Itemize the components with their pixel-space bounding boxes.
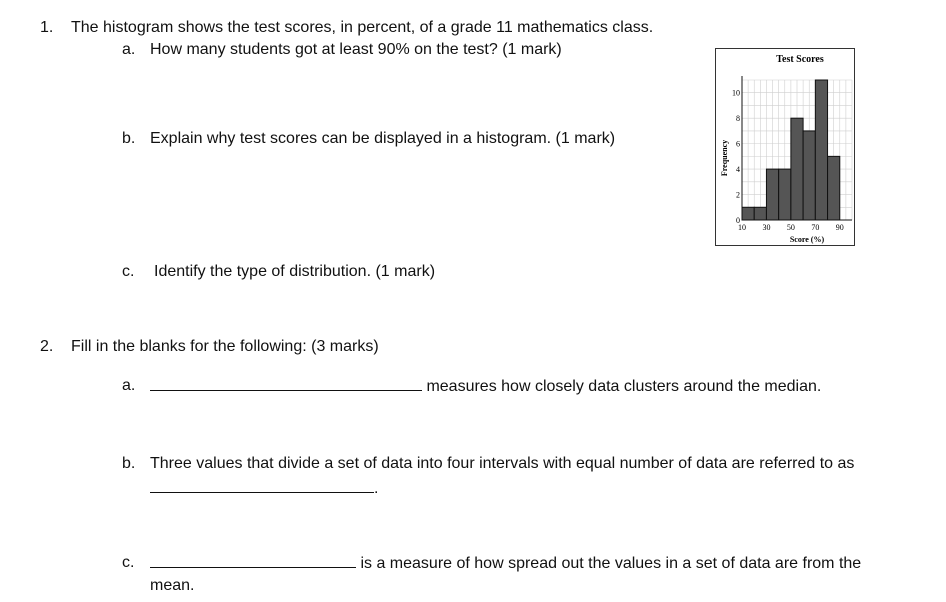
- q2-number: 2.: [40, 338, 54, 355]
- chart-title: Test Scores: [776, 54, 824, 65]
- y-tick-label: 8: [736, 114, 740, 124]
- histogram-bar: [754, 207, 766, 220]
- x-tick-label: 30: [762, 223, 771, 232]
- q1a-label: a.: [122, 41, 136, 58]
- q2a-line: [150, 376, 821, 397]
- q2b-label: b.: [122, 455, 136, 472]
- q2b-text: Three values that divide a set of data into four intervals with equal number of data are referred to as: [150, 455, 855, 472]
- y-tick-label: 10: [732, 88, 740, 98]
- histogram-bar: [815, 80, 827, 220]
- q2c-text2: mean.: [150, 577, 195, 594]
- y-tick-label: 0: [736, 216, 740, 225]
- histogram-bar: [828, 156, 840, 220]
- q1-stem: The histogram shows the test scores, in percent, of a grade 11 mathematics class.: [71, 19, 654, 36]
- histogram-bar: [791, 118, 803, 220]
- q2c-label: c.: [122, 554, 135, 571]
- x-tick-label: 90: [835, 223, 844, 232]
- chart-y-axis-label: Frequency: [720, 139, 729, 177]
- x-tick-label: 10: [738, 223, 746, 232]
- q2c-blank[interactable]: [150, 553, 356, 568]
- q1-number: 1.: [40, 19, 54, 36]
- q1b-label: b.: [122, 130, 136, 147]
- y-tick-label: 6: [736, 139, 740, 149]
- q2b-blank[interactable]: [150, 478, 374, 493]
- histogram-bar: [779, 169, 791, 220]
- q1c-label: c.: [122, 263, 135, 280]
- q2a-label: a.: [122, 377, 136, 394]
- y-tick-label: 2: [736, 190, 740, 200]
- x-tick-label: 50: [786, 223, 795, 232]
- x-tick-label: 70: [811, 223, 820, 232]
- q1c-text: Identify the type of distribution. (1 mark): [154, 263, 436, 280]
- histogram-bar: [766, 169, 778, 220]
- q2b-line: [150, 478, 378, 499]
- q2a-text: measures how closely data clusters around the median.: [426, 378, 822, 395]
- y-tick-label: 4: [736, 165, 740, 175]
- test-scores-histogram: [715, 48, 855, 246]
- histogram-bar: [803, 131, 815, 220]
- histogram-bar: [742, 207, 754, 220]
- q2c-text: is a measure of how spread out the values in a set of data are from the: [360, 555, 862, 572]
- q2a-blank[interactable]: [150, 376, 422, 391]
- q2c-line: [150, 553, 861, 574]
- chart-x-axis-label: Score (%): [789, 235, 825, 244]
- q2-stem: Fill in the blanks for the following: (3 marks): [71, 338, 379, 355]
- q1b-text: Explain why test scores can be displayed in a histogram. (1 mark): [150, 130, 616, 147]
- q2b-end: .: [374, 480, 379, 497]
- q1a-text: How many students got at least 90% on the test? (1 mark): [150, 41, 562, 58]
